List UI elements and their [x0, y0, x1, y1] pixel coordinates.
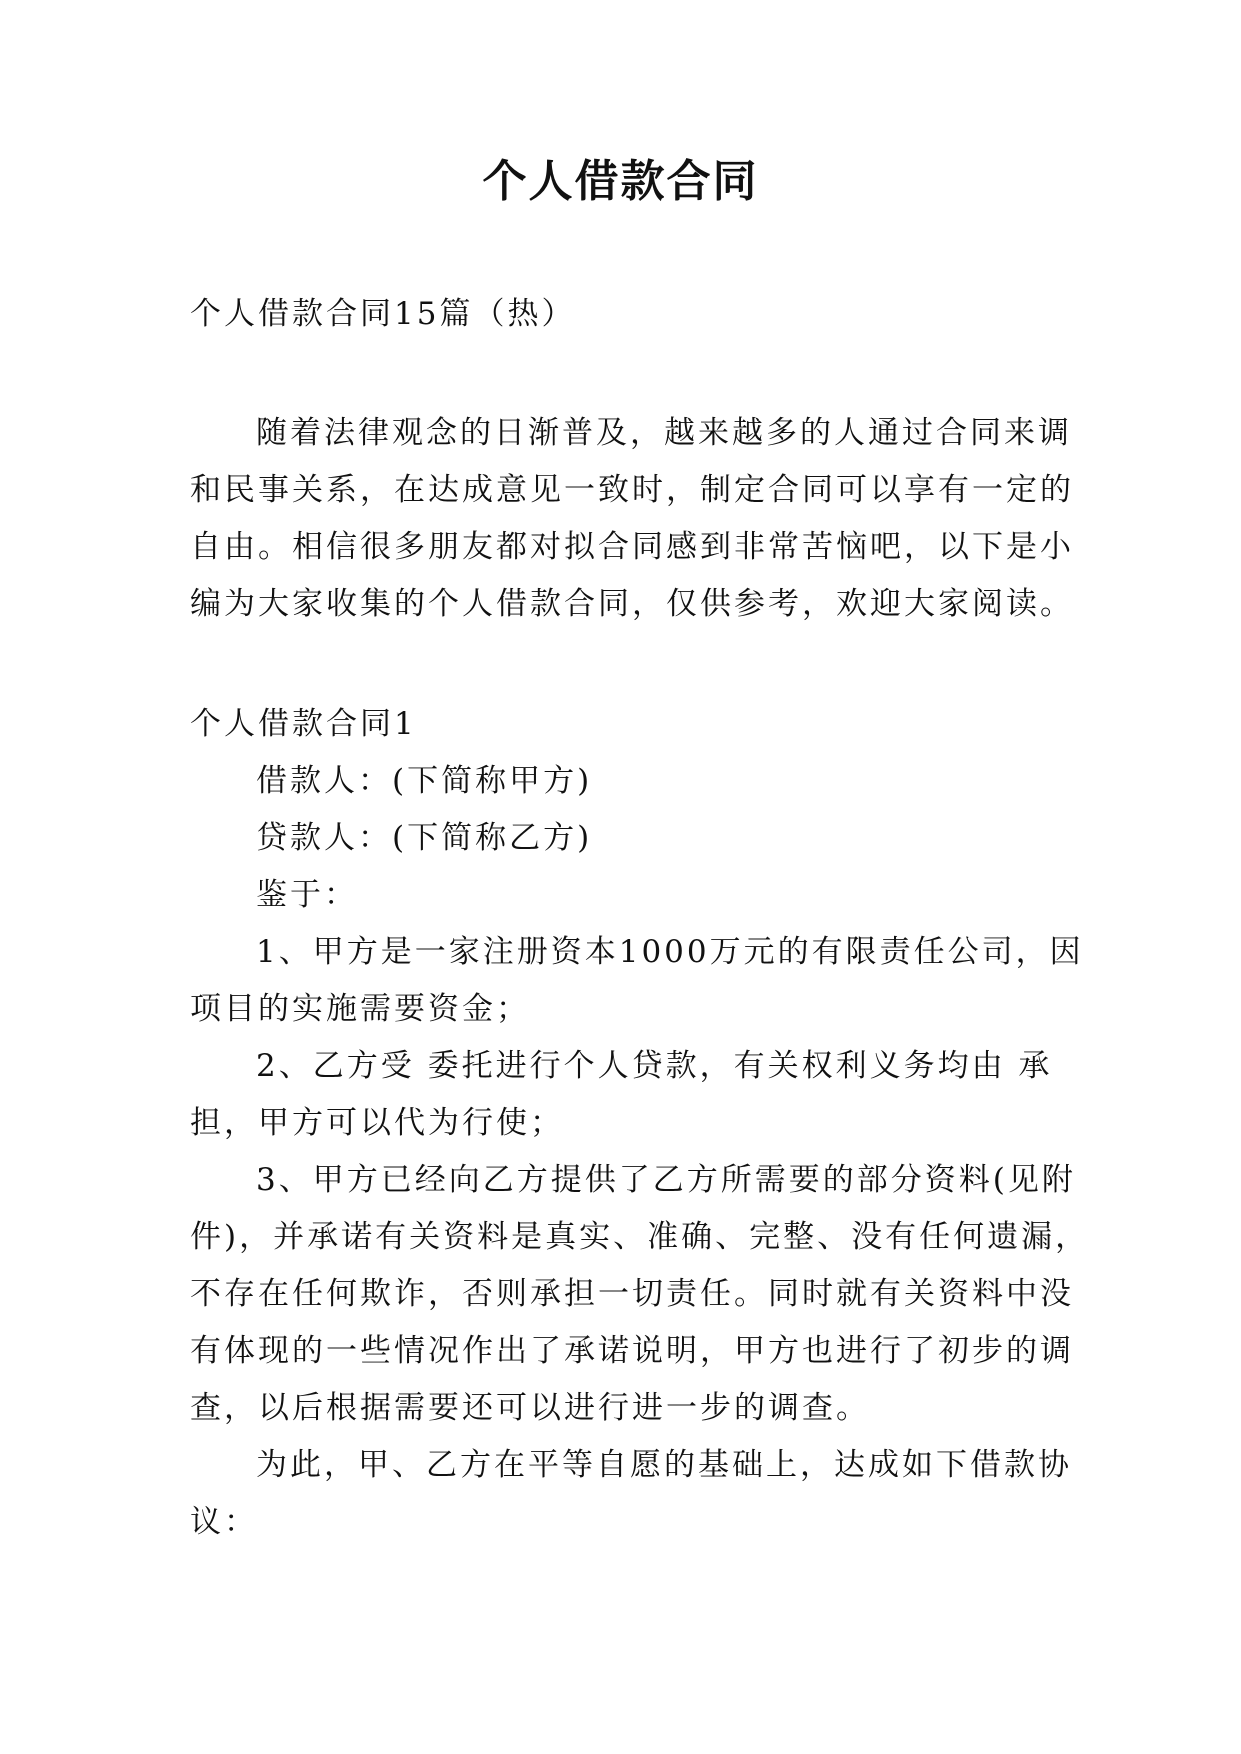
clause3-line-1: 3、甲方已经向乙方提供了乙方所需要的部分资料(见附	[256, 1162, 1076, 1198]
clause1-line-1: 1、甲方是一家注册资本1000万元的有限责任公司，因	[256, 934, 1084, 970]
clause3-line-3: 不存在任何欺诈，否则承担一切责任。同时就有关资料中没	[190, 1276, 1074, 1312]
intro-line-1: 随着法律观念的日渐普及，越来越多的人通过合同来调	[256, 415, 1072, 451]
contract-heading: 个人借款合同1	[190, 706, 417, 742]
document-title: 个人借款合同	[482, 156, 759, 207]
document-subtitle: 个人借款合同15篇（热）	[190, 296, 576, 332]
lender-line: 贷款人：(下简称乙方)	[256, 820, 593, 856]
borrower-line: 借款人：(下简称甲方)	[256, 763, 593, 799]
agreement-line-2: 议：	[190, 1504, 258, 1540]
clause1-line-2: 项目的实施需要资金；	[190, 991, 530, 1027]
agreement-line-1: 为此，甲、乙方在平等自愿的基础上，达成如下借款协	[256, 1447, 1072, 1483]
whereas-line: 鉴于：	[256, 877, 358, 913]
clause3-line-2: 件)，并承诺有关资料是真实、准确、完整、没有任何遗漏，	[190, 1219, 1090, 1255]
intro-line-2: 和民事关系，在达成意见一致时，制定合同可以享有一定的	[190, 472, 1074, 508]
clause3-line-5: 查，以后根据需要还可以进行进一步的调查。	[190, 1390, 870, 1426]
intro-line-4: 编为大家收集的个人借款合同，仅供参考，欢迎大家阅读。	[190, 586, 1074, 622]
clause2-line-2: 担，甲方可以代为行使；	[190, 1105, 564, 1141]
clause2-line-1: 2、乙方受 委托进行个人贷款，有关权利义务均由 承	[256, 1048, 1053, 1084]
clause3-line-4: 有体现的一些情况作出了承诺说明，甲方也进行了初步的调	[190, 1333, 1074, 1369]
intro-line-3: 自由。相信很多朋友都对拟合同感到非常苦恼吧，以下是小	[190, 529, 1074, 565]
